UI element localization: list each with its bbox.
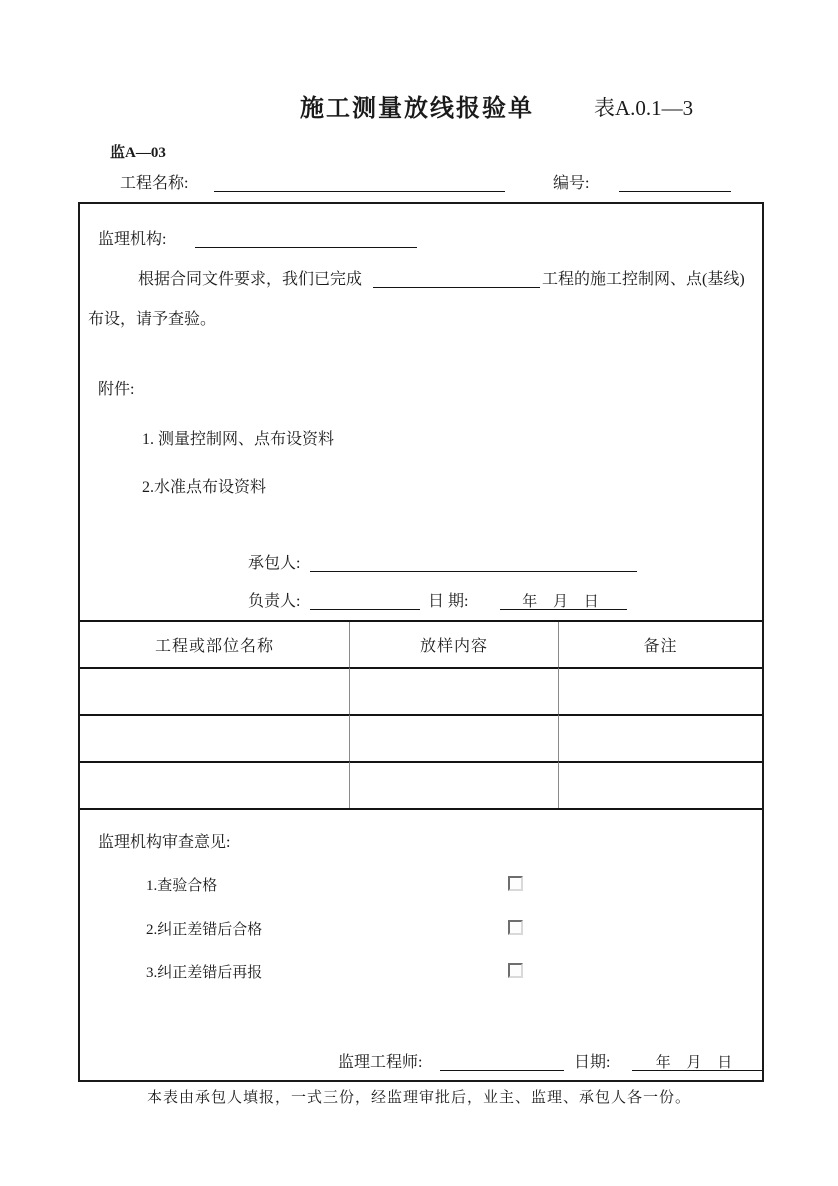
- footer-note: 本表由承包人填报，一式三份，经监理审批后，业主、监理、承包人各一份。: [146, 1090, 691, 1106]
- supervising-engineer-field[interactable]: [440, 1051, 564, 1071]
- statement-suffix: 工程的施工控制网、点(基线): [542, 271, 745, 288]
- form-code: 表A.0.1—3: [594, 96, 694, 120]
- statement-prefix: 根据合同文件要求，我们已完成: [138, 271, 363, 288]
- page-title: 施工测量放线报验单: [300, 95, 534, 122]
- review-section-title: 监理机构审查意见:: [98, 834, 231, 851]
- review-option-3-label: 3.纠正差错后再报: [146, 965, 263, 981]
- table-cell[interactable]: [80, 667, 349, 714]
- table-header-content: 放样内容: [349, 622, 558, 667]
- form-body-box: [78, 202, 764, 1082]
- statement-blank-field[interactable]: [373, 268, 540, 288]
- review-option-1-label: 1.查验合格: [146, 878, 218, 894]
- table-cell[interactable]: [349, 761, 558, 808]
- number-field[interactable]: [619, 172, 731, 192]
- table-cell[interactable]: [80, 761, 349, 808]
- table-cell[interactable]: [80, 714, 349, 761]
- table-cell[interactable]: [349, 667, 558, 714]
- review-date-field[interactable]: 年 月 日: [632, 1051, 762, 1071]
- table-header-remark: 备注: [558, 622, 762, 667]
- review-option-2-label: 2.纠正差错后合格: [146, 922, 263, 938]
- supervising-org-label: 监理机构:: [98, 231, 167, 248]
- table-cell[interactable]: [558, 761, 762, 808]
- table-cell[interactable]: [558, 714, 762, 761]
- table-cell[interactable]: [558, 667, 762, 714]
- table-header-part-name: 工程或部位名称: [154, 638, 274, 655]
- attachment-label: 附件:: [98, 381, 135, 398]
- project-name-label: 工程名称:: [120, 175, 189, 192]
- attachment-item-1: 1. 测量控制网、点布设资料: [142, 431, 335, 448]
- responsible-person-field[interactable]: [310, 590, 420, 610]
- review-option-3-checkbox[interactable]: [508, 963, 523, 978]
- project-name-field[interactable]: [214, 172, 505, 192]
- setting-out-table: [80, 620, 762, 810]
- review-option-2-checkbox[interactable]: [508, 920, 523, 935]
- review-option-1-checkbox[interactable]: [508, 876, 523, 891]
- responsible-person-label: 负责人:: [248, 593, 301, 610]
- supervising-org-field[interactable]: [195, 228, 417, 248]
- supervising-engineer-label: 监理工程师:: [338, 1054, 423, 1071]
- contractor-field[interactable]: [310, 552, 637, 572]
- table-cell[interactable]: [349, 714, 558, 761]
- review-date-label: 日期:: [574, 1054, 611, 1071]
- contractor-label: 承包人:: [248, 555, 301, 572]
- number-label: 编号:: [553, 175, 590, 192]
- statement-continuation: 布设，请予查验。: [88, 311, 217, 328]
- date-field[interactable]: 年 月 日: [500, 590, 627, 610]
- date-label: 日 期:: [428, 593, 469, 610]
- doc-code: 监A—03: [110, 145, 166, 161]
- attachment-item-2: 2.水准点布设资料: [142, 479, 267, 496]
